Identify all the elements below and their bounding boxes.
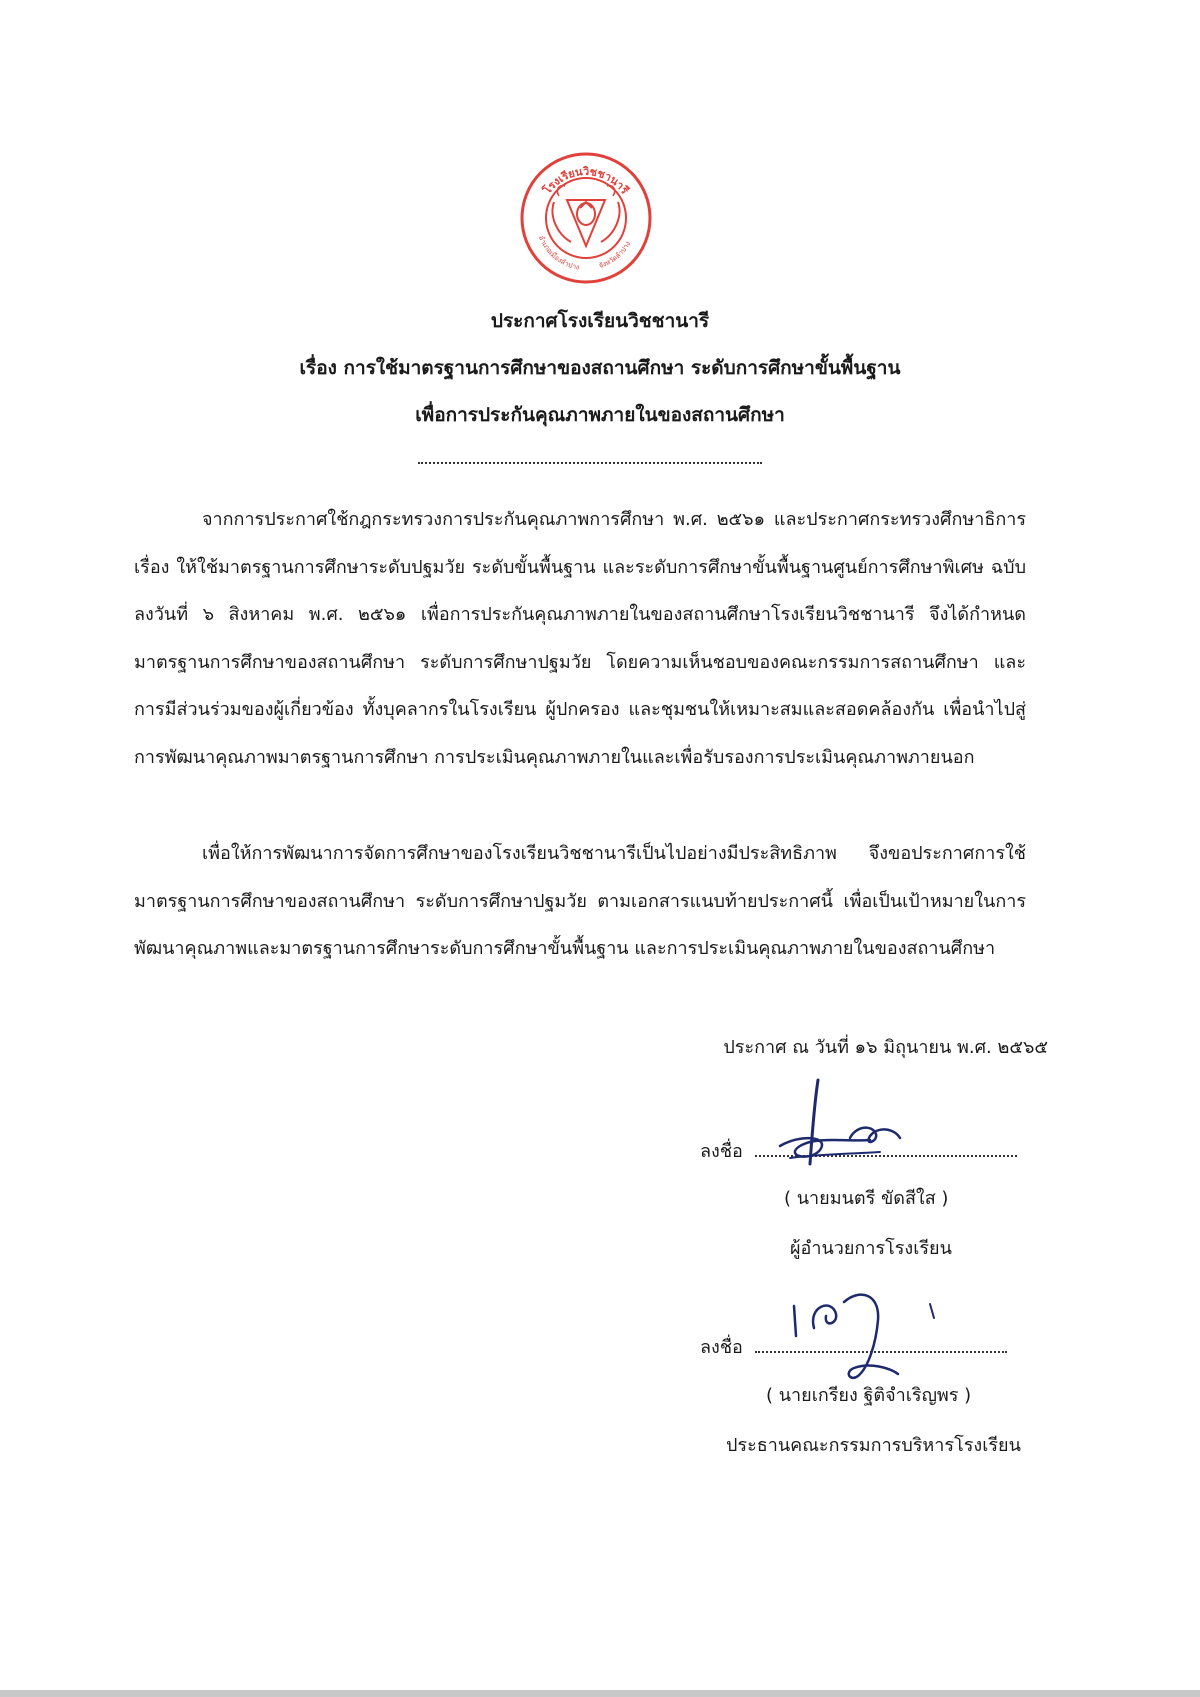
body-paragraph-2-block: [134, 830, 1026, 973]
handwritten-signature-2: [780, 1284, 960, 1394]
signatory-position-2: ประธานคณะกรรมการบริหารโรงเรียน: [726, 1435, 1021, 1456]
document-title: [0, 298, 1200, 439]
scan-bottom-edge: [0, 1690, 1200, 1697]
body-paragraph-1: จากการประกาศใช้กฎกระทรวงการประกันคุณภาพการศึกษา พ.ศ. ๒๕๖๑ และประกาศกระทรวงศึกษาธิการ เรื่อง ให้ใช้มาตรฐานการศึกษาระดับปฐมวัย ระดับขั้นพื้นฐาน และระดับการศึกษาขั้นพื้นฐานศูนย์การศึกษาพิเศษ ฉบับลงวันที่ ๖ สิงหาคม พ.ศ. ๒๕๖๑ เพื่อการประกันคุณภาพภายในของสถานศึกษาโรงเรียนวิชชานารี จึงได้กำหนดมาตรฐานการศึกษาของสถานศึกษา ระดับการศึกษาปฐมวัย โดยความเห็นชอบของคณะกรรมการสถานศึกษา และการมีส่วนร่วมของผู้เกี่ยวข้อง ทั้งบุคลากรในโรงเรียน ผู้ปกครอง และชุมชนให้เหมาะสมและสอดคล้องกัน เพื่อนำไปสู่การพัฒนาคุณภาพมาตรฐานการศึกษา การประเมินคุณภาพภายในและเพื่อรับรองการประเมินคุณภาพภายนอก: [134, 509, 1026, 768]
signatory-name-1: ( นายมนตรี ขัดสีใส ): [784, 1188, 949, 1209]
body-paragraph-2: เพื่อให้การพัฒนาการจัดการศึกษาของโรงเรียนวิชชานารีเป็นไปอย่างมีประสิทธิภาพ จึงขอประกาศการใช้มาตรฐานการศึกษาของสถานศึกษา ระดับการศึกษาปฐมวัย ตามเอกสารแนบท้ายประกาศนี้ เพื่อเป็นเป้าหมายในการพัฒนาคุณภาพและมาตรฐานการศึกษาระดับการศึกษาขั้นพื้นฐาน และการประเมินคุณภาพภายในของสถานศึกษา: [134, 843, 1026, 959]
sign-label-2: ลงชื่อ: [700, 1337, 743, 1358]
title-line-2: เรื่อง การใช้มาตรฐานการศึกษาของสถานศึกษา ระดับการศึกษาขั้นพื้นฐาน: [299, 357, 901, 379]
seal-bottom-left-text: อำเภอเมืองลำปาง: [536, 234, 580, 272]
handwritten-signature-1: [760, 1076, 940, 1176]
announcement-date: ประกาศ ณ วันที่ ๑๖ มิถุนายน พ.ศ. ๒๕๖๕: [723, 1037, 1048, 1058]
signatory-name-2: ( นายเกรียง ฐิติจำเริญพร ): [766, 1385, 972, 1406]
school-seal-icon: [519, 150, 653, 286]
body-paragraph-1-block: [134, 496, 1026, 781]
sign-label-1: ลงชื่อ: [700, 1141, 743, 1162]
seal-top-text: โรงเรียนวิชชานารี: [540, 164, 632, 197]
title-line-1: ประกาศโรงเรียนวิชชานารี: [490, 310, 710, 332]
seal-bottom-right-text: จังหวัดลำปาง: [597, 240, 633, 271]
title-divider: [418, 462, 762, 464]
signatory-position-1: ผู้อำนวยการโรงเรียน: [790, 1238, 952, 1259]
title-line-3: เพื่อการประกันคุณภาพภายในของสถานศึกษา: [415, 404, 785, 426]
